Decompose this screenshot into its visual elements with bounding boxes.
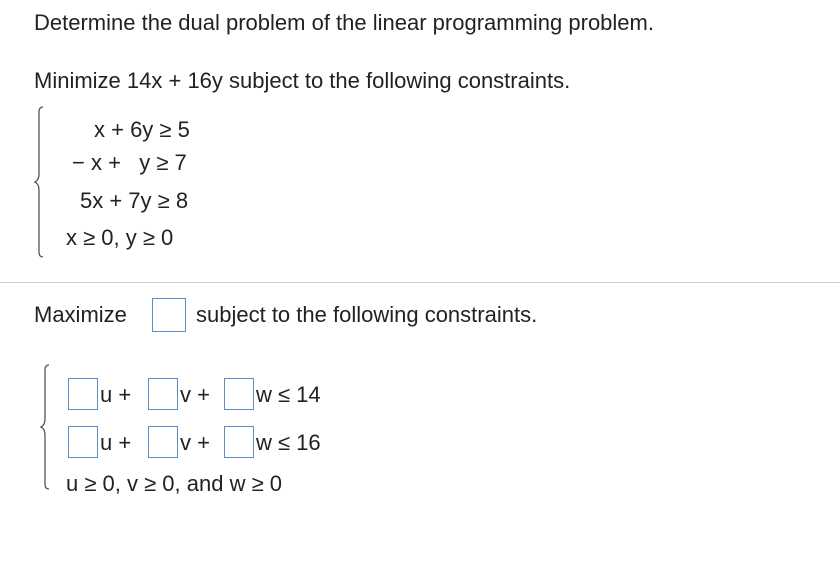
dual-c1-u-coefficient-input[interactable] (68, 378, 98, 410)
dual-c2-v-coefficient-input[interactable] (148, 426, 178, 458)
maximize-label: Maximize (34, 302, 127, 327)
primal-constraint-2: − x + y ≥ 7 (72, 150, 187, 175)
dual-c2-u-text: u + (100, 430, 132, 455)
maximize-tail-text: subject to the following constraints. (196, 302, 538, 327)
dual-nonnegativity: u ≥ 0, v ≥ 0, and w ≥ 0 (66, 471, 282, 496)
dual-c2-v-text: v + (180, 430, 210, 455)
dual-c1-v-coefficient-input[interactable] (148, 378, 178, 410)
question-instruction: Determine the dual problem of the linear programming problem. (34, 10, 654, 35)
dual-constraint-brace (40, 364, 50, 490)
dual-c2-u-coefficient-input[interactable] (68, 426, 98, 458)
primal-objective: Minimize 14x + 16y subject to the following constraints. (34, 68, 571, 93)
section-divider (0, 282, 840, 283)
dual-c2-w-text: w ≤ 16 (256, 430, 321, 455)
primal-constraint-3: 5x + 7y ≥ 8 (80, 188, 189, 213)
dual-c1-v-text: v + (180, 382, 210, 407)
dual-c1-u-text: u + (100, 382, 132, 407)
dual-c1-w-coefficient-input[interactable] (224, 378, 254, 410)
primal-nonnegativity: x ≥ 0, y ≥ 0 (66, 225, 174, 250)
primal-constraint-brace (34, 106, 44, 258)
dual-c2-w-coefficient-input[interactable] (224, 426, 254, 458)
dual-objective-input[interactable] (152, 298, 186, 332)
dual-c1-w-text: w ≤ 14 (256, 382, 321, 407)
primal-constraint-1: x + 6y ≥ 5 (94, 117, 190, 142)
